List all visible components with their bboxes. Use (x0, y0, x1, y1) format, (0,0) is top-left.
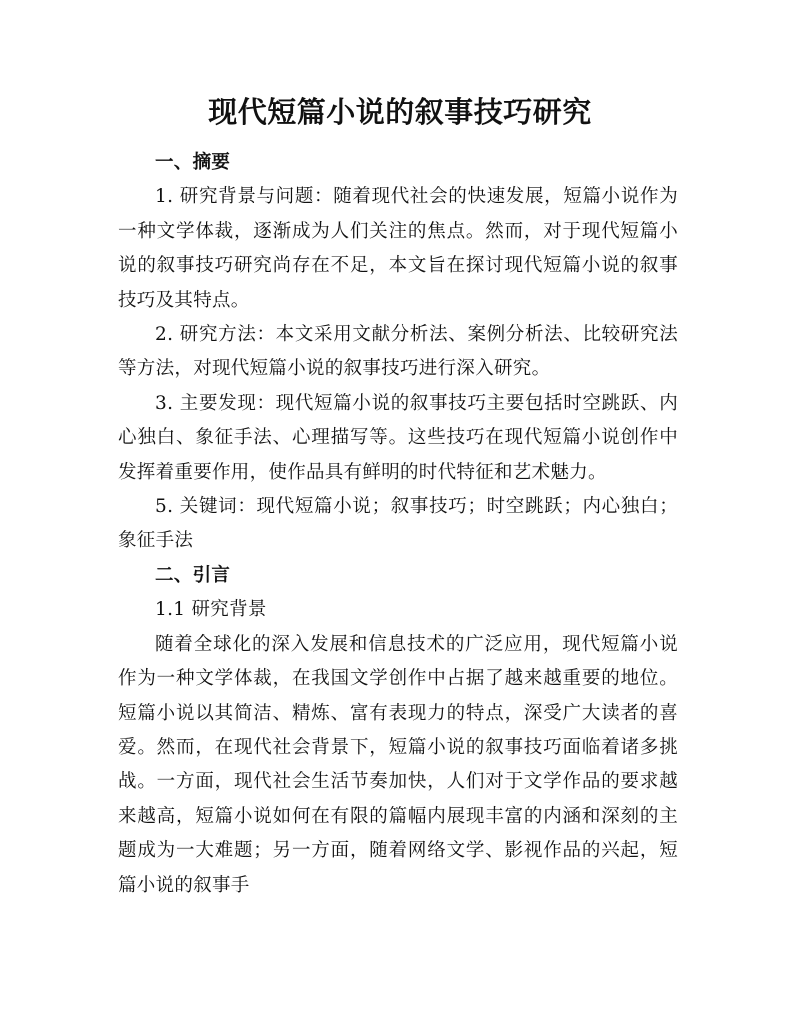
paragraph-keywords: 5. 关键词：现代短篇小说；叙事技巧；时空跳跃；内心独白；象征手法 (118, 496, 678, 552)
document-title: 现代短篇小说的叙事技巧研究 (208, 95, 592, 129)
section-heading-abstract: 一、摘要 (155, 152, 231, 173)
paragraph-main-findings: 3. 主要发现：现代短篇小说的叙事技巧主要包括时空跳跃、内心独白、象征手法、心理描写等。这些技巧在现代短篇小说创作中发挥着重要作用，使作品具有鲜明的时代特征和艺术魅力。 (118, 392, 678, 483)
paragraph-introduction-body: 随着全球化的深入发展和信息技术的广泛应用，现代短篇小说作为一种文学体裁，在我国文学创作中占据了越来越重要的地位。短篇小说以其简洁、精炼、富有表现力的特点，深受广大读者的喜爱。然而，在现代社会背景下，短篇小说的叙事技巧面临着诸多挑战。一方面，现代社会生活节奏加快，人们对于文学作品的要求越来越高，短篇小说如何在有限的篇幅内展现丰富的内涵和深刻的主题成为一大难题；另一方面，随着网络文学、影视作品的兴起，短篇小说的叙事手 (118, 633, 678, 896)
section-heading-introduction: 二、引言 (155, 564, 231, 586)
paragraph-research-background: 1. 研究背景与问题：随着现代社会的快速发展，短篇小说作为一种文学体裁，逐渐成为人们关注的焦点。然而，对于现代短篇小说的叙事技巧研究尚存在不足，本文旨在探讨现代短篇小说的叙事技巧及其特点。 (118, 186, 678, 311)
document-body (118, 146, 678, 903)
paragraph-research-method: 2. 研究方法：本文采用文献分析法、案例分析法、比较研究法等方法，对现代短篇小说的叙事技巧进行深入研究。 (118, 324, 678, 380)
subsection-heading-background: 1.1 研究背景 (155, 599, 267, 621)
